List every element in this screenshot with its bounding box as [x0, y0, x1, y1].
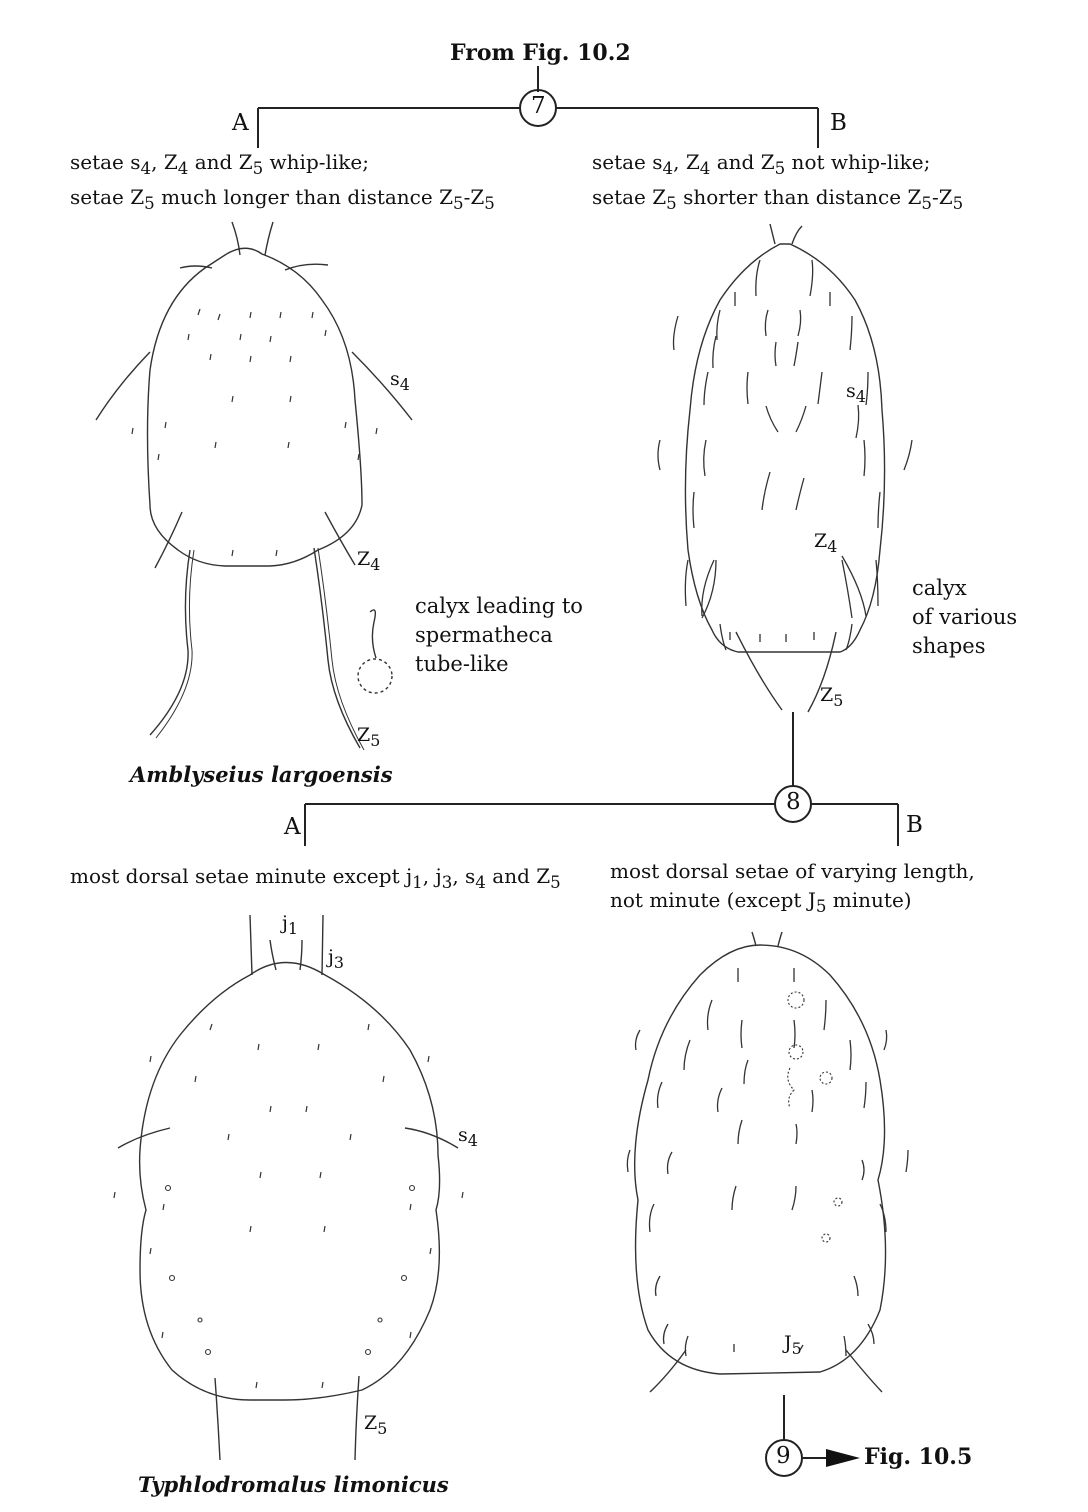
- fig-8b-label-j5: $J_5$: [784, 1332, 802, 1358]
- fig-7b-calyx-note: calyx of various shapes: [912, 576, 1018, 658]
- couplet-7a-line1: setae $s_4$, $Z_4$ and $Z_5$ whip-like;: [70, 150, 370, 178]
- couplet-8-number: 8: [786, 789, 801, 815]
- fig-8a-label-z5: $Z_5$: [364, 1412, 388, 1438]
- fig-7b-label-z5: $Z_5$: [820, 684, 844, 710]
- couplet-7a-line2: setae $Z_5$ much longer than distance $Z_5-Z_5$: [70, 185, 495, 213]
- figure-7a-calyx: [370, 610, 376, 658]
- figure-7a-mite: [96, 222, 412, 750]
- couplet-8-letter-a: A: [284, 814, 301, 840]
- fig-8a-label-j3: $j_3$: [328, 946, 344, 972]
- couplet-7b-description: [592, 148, 963, 218]
- figure-7b-mite: [658, 224, 912, 712]
- fig-7a-label-s4: $s_4$: [390, 368, 410, 394]
- next-figure-link[interactable]: Fig. 10.5: [864, 1444, 973, 1470]
- fig-7a-calyx-note: calyx leading to spermatheca tube-like: [415, 594, 583, 676]
- couplet-7-letter-a: A: [232, 110, 249, 136]
- fig-7b-label-z4: $Z_4$: [814, 530, 838, 556]
- fig-8a-label-j1: $j_1$: [282, 912, 298, 938]
- species-typhlodromalus-limonicus: Typhlodromalus limonicus: [138, 1472, 449, 1497]
- figure-8b-mite: [627, 932, 908, 1392]
- fig-7a-label-z4: $Z_4$: [357, 548, 381, 574]
- couplet-8a-description: most dorsal setae minute except $j_1$, $j_3$, $s_4$ and $Z_5$: [70, 864, 561, 892]
- couplet-8b-line1: most dorsal setae of varying length,: [610, 859, 975, 883]
- couplet-7a-description: [70, 148, 495, 218]
- key-title: From Fig. 10.2: [450, 40, 631, 66]
- figure-8b-outline: [635, 945, 886, 1374]
- figure-8a-mite: [114, 915, 463, 1460]
- couplet-7b-line1: setae $s_4$, $Z_4$ and $Z_5$ not whip-like;: [592, 150, 931, 178]
- figure-8a-outline: [140, 963, 440, 1401]
- arrow-head: [826, 1449, 860, 1467]
- couplet-8b-line2: not minute (except $J_5$ minute): [610, 888, 912, 916]
- couplet-7-letter-b: B: [830, 110, 847, 136]
- couplet-8b-description: [610, 857, 975, 921]
- figure-7b-outline: [685, 244, 884, 652]
- fig-7a-label-z5: $Z_5$: [357, 724, 381, 750]
- couplet-7b-line2: setae $Z_5$ shorter than distance $Z_5-Z_5$: [592, 185, 964, 213]
- fig-8a-label-s4: $s_4$: [458, 1124, 478, 1150]
- couplet-7-number: 7: [531, 93, 546, 119]
- fig-7b-label-s4: $s_4$: [846, 380, 866, 406]
- species-amblyseius-largoensis: Amblyseius largoensis: [130, 762, 393, 787]
- couplet-8-letter-b: B: [906, 812, 923, 838]
- couplet-9-number: 9: [776, 1443, 791, 1469]
